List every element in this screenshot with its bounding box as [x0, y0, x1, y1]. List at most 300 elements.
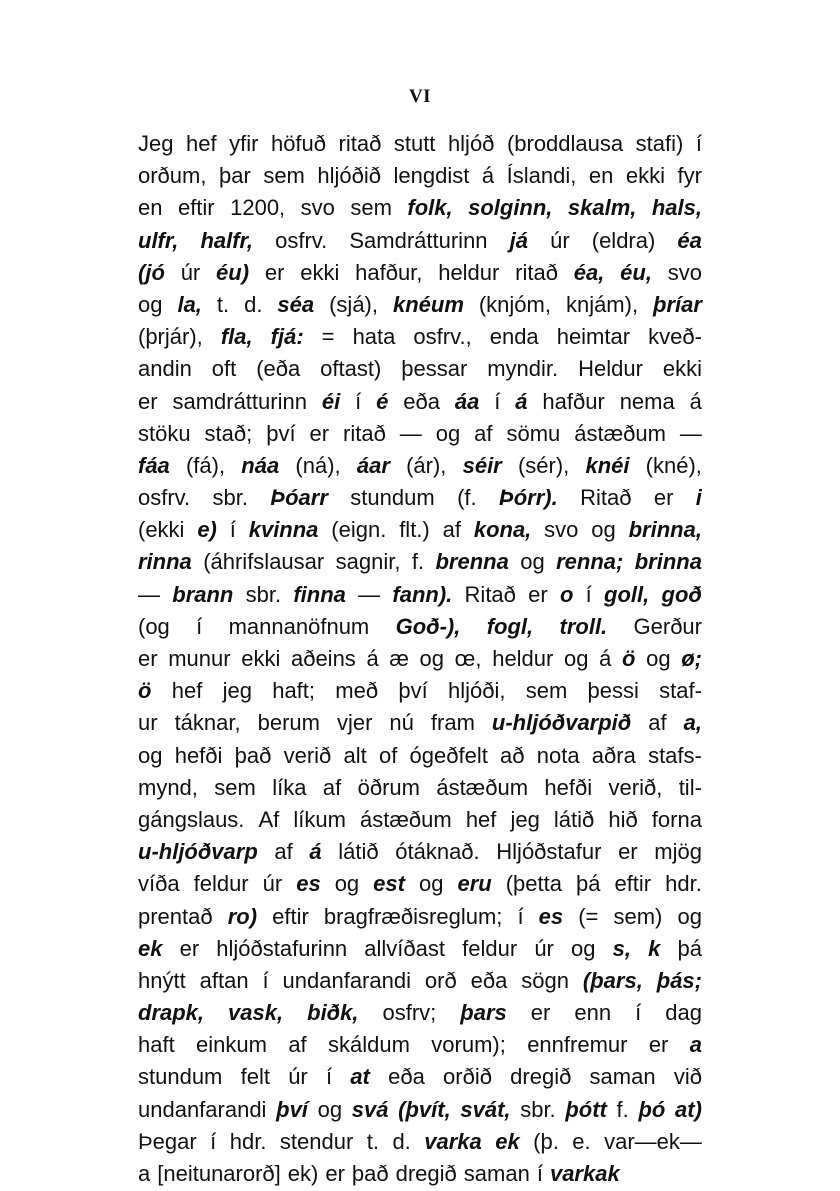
word: ritað — [343, 420, 386, 446]
text-line — [138, 804, 702, 836]
word: es — [538, 903, 564, 929]
text-line — [138, 225, 702, 257]
word: t. — [366, 1128, 379, 1154]
word: sömu — [506, 420, 561, 446]
word: prentað — [138, 903, 213, 929]
word: a, — [683, 710, 702, 736]
word: og — [591, 517, 616, 543]
text-line — [138, 257, 702, 289]
word: er — [618, 839, 638, 865]
word: mynd, — [138, 774, 198, 800]
word: stað; — [204, 420, 253, 446]
word: u-hljóðvarp — [138, 839, 258, 865]
word: jeg — [222, 678, 252, 704]
word: er — [138, 388, 158, 414]
word: ro) — [227, 903, 258, 929]
word: svát, — [460, 1096, 511, 1122]
word: er — [179, 935, 200, 961]
word: halfr, — [200, 227, 254, 253]
word: í — [635, 1000, 642, 1026]
word: staf- — [659, 678, 702, 704]
word: úr — [550, 227, 570, 253]
word: nota — [536, 742, 580, 768]
word: drapk, — [138, 1000, 205, 1026]
word: hefði — [174, 742, 223, 768]
word: d. — [244, 291, 263, 317]
word: þá — [677, 935, 702, 961]
word: af — [474, 420, 493, 446]
word: fram — [430, 710, 475, 736]
word: í — [210, 1128, 217, 1154]
word: kvinna — [248, 517, 319, 543]
word: osfrv. — [138, 485, 191, 511]
word: Heldur — [578, 356, 643, 382]
word: haft — [138, 1032, 175, 1058]
word: í — [325, 1064, 333, 1090]
word: séir — [462, 452, 502, 478]
word: — — [679, 420, 702, 446]
word: k — [648, 935, 661, 961]
word: og — [571, 935, 596, 961]
text-line — [138, 611, 702, 643]
word: af — [322, 774, 342, 800]
word: saman — [463, 1161, 530, 1186]
word: hef — [465, 806, 497, 832]
text-line — [138, 353, 702, 385]
word: yfir — [229, 131, 259, 156]
word: dag — [665, 1000, 702, 1026]
word: Ritað — [580, 485, 632, 511]
word: stafi) — [635, 131, 684, 156]
word: og — [138, 742, 163, 768]
word: oftast) — [320, 356, 382, 382]
word: hnýtt — [138, 967, 186, 993]
word: (= — [578, 903, 599, 929]
word: (eldra) — [591, 227, 656, 253]
word: osfrv. — [275, 227, 328, 253]
word: í — [196, 613, 203, 639]
word: fla, — [220, 324, 253, 350]
text-line — [138, 128, 702, 160]
word: áar — [356, 452, 390, 478]
word: þás; — [656, 967, 702, 993]
word: öðrum — [357, 774, 420, 800]
word: e. — [572, 1128, 591, 1154]
word: Goð-), — [395, 613, 461, 639]
word: orð — [424, 967, 457, 993]
word: og — [419, 646, 445, 671]
word: ótáknað. — [395, 839, 480, 865]
word: hdr. — [665, 871, 702, 897]
word: hef — [186, 131, 217, 156]
text-line — [138, 1061, 702, 1093]
word: fáa — [138, 452, 170, 478]
word: vorum); — [431, 1032, 506, 1058]
text-line — [138, 675, 702, 707]
word: hefði — [544, 774, 593, 800]
word: eftir — [614, 871, 652, 897]
word: Jeg — [138, 131, 174, 156]
word: ennfremur — [527, 1032, 628, 1058]
word: (þrjár), — [138, 324, 203, 350]
word: heldur — [492, 646, 554, 671]
word: est — [373, 871, 405, 897]
word: brann — [172, 581, 234, 607]
word: einkum — [196, 1032, 267, 1058]
word: þó — [638, 1096, 666, 1122]
word: í — [229, 517, 236, 543]
text-line — [138, 1094, 702, 1126]
word: a — [138, 1161, 151, 1186]
word: (ár), — [406, 452, 447, 478]
word: er — [325, 1161, 345, 1186]
text-line — [138, 546, 702, 578]
text-line — [138, 386, 702, 418]
word: (fá), — [185, 452, 226, 478]
word: og — [677, 903, 702, 929]
word: þar — [219, 163, 251, 189]
word: — — [358, 581, 381, 607]
word: líka — [272, 774, 307, 800]
word: í — [494, 388, 501, 414]
word: (sér), — [517, 452, 570, 478]
word: mannanöfnum — [228, 613, 370, 639]
word: ekki — [625, 163, 665, 189]
word: því — [266, 420, 296, 446]
text-line — [138, 482, 702, 514]
word: hdr. — [229, 1128, 267, 1154]
word: ö — [138, 678, 152, 704]
word: höfuð — [270, 131, 327, 156]
word: saman — [589, 1064, 656, 1090]
word: víða — [138, 871, 180, 897]
text-line — [138, 1126, 702, 1158]
word: ek) — [287, 1161, 319, 1186]
word: mjög — [654, 839, 702, 865]
word: feldur — [193, 871, 249, 897]
word: úr — [180, 259, 201, 285]
word: samdrátturinn — [172, 388, 307, 414]
word: er — [309, 420, 330, 446]
word: í — [262, 967, 269, 993]
word: og — [334, 871, 360, 897]
word: œ, — [454, 646, 482, 671]
word: — — [399, 420, 422, 446]
word: undanfarandi — [138, 1096, 267, 1122]
word: í — [517, 903, 524, 929]
word: það — [234, 742, 272, 768]
word: hafður — [542, 388, 605, 414]
word: u-hljóðvarpið — [491, 710, 632, 736]
word: af — [288, 1032, 307, 1058]
text-line — [138, 192, 702, 224]
word: Íslandi, — [506, 163, 577, 189]
word: oft — [211, 356, 237, 382]
word: a — [689, 1032, 702, 1058]
word: þessi — [587, 678, 639, 704]
word: nema — [619, 388, 675, 414]
word: verið — [283, 742, 332, 768]
word: og — [317, 1096, 343, 1122]
word: finna — [293, 581, 346, 607]
word: úr — [534, 935, 554, 961]
word: sbr. — [212, 485, 249, 511]
word: ö — [622, 646, 636, 671]
word: ekki — [241, 646, 281, 671]
word: heldur — [438, 259, 500, 285]
word: líkum — [293, 806, 346, 832]
word: brinna — [634, 549, 702, 575]
word: sögn — [521, 967, 569, 993]
word: ø; — [681, 646, 702, 671]
word: osfrv., — [413, 324, 472, 350]
word: heimtar — [556, 324, 631, 350]
word: dregið — [395, 1161, 457, 1186]
word: þessar — [401, 356, 468, 382]
word: stöku — [138, 420, 191, 446]
word: af — [648, 710, 667, 736]
text-line — [138, 514, 702, 546]
word: allvíðast — [364, 935, 446, 961]
word: svo — [667, 259, 702, 285]
word: en — [138, 195, 163, 221]
word: stundum — [138, 1064, 223, 1090]
word: eða — [470, 967, 508, 993]
word: vask, — [228, 1000, 284, 1026]
word: d. — [392, 1128, 411, 1154]
word: varka — [424, 1128, 482, 1154]
word: flt.) — [399, 517, 430, 543]
word: [neitunarorð] — [157, 1161, 281, 1186]
word: éa, — [573, 259, 605, 285]
word: að — [500, 742, 525, 768]
word: f. — [616, 1096, 629, 1122]
word: sem — [350, 195, 392, 221]
word: á — [481, 163, 495, 189]
word: knéum — [392, 291, 464, 317]
word: sem — [214, 774, 256, 800]
word: sagnir, — [335, 549, 401, 575]
word: þars — [460, 1000, 507, 1026]
word: es — [296, 871, 321, 897]
text-line — [138, 740, 702, 772]
word: af — [442, 517, 461, 543]
word: ritað — [338, 131, 382, 156]
word: (þetta — [505, 871, 562, 897]
word: aðeins — [290, 646, 356, 671]
word: at) — [675, 1096, 702, 1122]
word: sem — [263, 163, 305, 189]
word: goð — [661, 581, 702, 607]
word: (jó — [138, 259, 165, 285]
word: knéi — [585, 452, 630, 478]
text-line — [138, 643, 702, 675]
word: fann). — [392, 581, 453, 607]
text-line — [138, 1029, 702, 1061]
word: og — [646, 646, 671, 671]
word: við — [673, 1064, 702, 1090]
word: og — [520, 549, 545, 575]
word: og — [418, 871, 444, 897]
word: þá — [575, 871, 601, 897]
text-line — [138, 289, 702, 321]
word: hljóð — [447, 131, 495, 156]
word: en — [588, 163, 614, 189]
word: la, — [177, 291, 202, 317]
word: éu) — [216, 259, 250, 285]
word: er — [528, 581, 548, 607]
word: hafður, — [355, 259, 423, 285]
word: gángslaus. — [138, 806, 245, 832]
word: felt — [240, 1064, 270, 1090]
word: þríar — [653, 291, 702, 317]
word: Þóarr — [270, 485, 328, 511]
word: (knjóm, — [478, 291, 551, 317]
word: osfrv; — [382, 1000, 437, 1026]
word: (þvít, — [398, 1096, 451, 1122]
word: er — [530, 1000, 551, 1026]
word: úr — [288, 1064, 308, 1090]
word: — — [138, 581, 160, 607]
word: áa — [454, 388, 480, 414]
word: (eða — [256, 356, 301, 382]
word: er — [648, 1032, 669, 1058]
word: þótt — [565, 1096, 607, 1122]
word: fogl, — [486, 613, 534, 639]
word: hið — [608, 806, 638, 832]
body-text — [138, 128, 702, 1190]
word: (kné), — [645, 452, 702, 478]
word: í — [355, 388, 362, 414]
word: éi — [321, 388, 341, 414]
word: og — [435, 420, 461, 446]
page-number: VI — [408, 86, 432, 107]
word: éa — [677, 227, 702, 253]
word: solginn, — [468, 195, 553, 221]
word: renna; — [556, 549, 624, 575]
text-line — [138, 450, 702, 482]
word: (broddlausa — [506, 131, 624, 156]
word: myndir. — [487, 356, 559, 382]
word: hljóðstafurinn — [216, 935, 348, 961]
word: ógeðfelt — [409, 742, 488, 768]
word: 1200, — [230, 195, 286, 221]
word: í — [585, 581, 592, 607]
word: brenna — [435, 549, 509, 575]
word: stafs- — [648, 742, 702, 768]
word: hals, — [651, 195, 702, 221]
word: haft; — [272, 678, 316, 704]
word: Samdrátturinn — [349, 227, 488, 253]
word: fyr — [677, 163, 702, 189]
word: eru — [457, 871, 492, 897]
word: feldur — [462, 935, 518, 961]
word: ástæðum — [574, 420, 666, 446]
word: á — [366, 646, 379, 671]
word: troll. — [559, 613, 608, 639]
word: ek — [138, 935, 163, 961]
word: dregið — [510, 1064, 572, 1090]
word: og — [564, 646, 589, 671]
word: kveð- — [648, 324, 702, 350]
word: é — [376, 388, 389, 414]
word: sem) — [613, 903, 663, 929]
word: látið — [553, 806, 595, 832]
word: stendur — [279, 1128, 354, 1154]
word: goll, — [604, 581, 650, 607]
word: (f. — [457, 485, 477, 511]
word: var—ek— — [604, 1128, 702, 1154]
text-line — [138, 160, 702, 192]
word: of — [378, 742, 398, 768]
word: at — [350, 1064, 370, 1090]
word: = — [321, 324, 335, 350]
word: knjám), — [565, 291, 639, 317]
word: sbr. — [245, 581, 282, 607]
text-line — [138, 772, 702, 804]
word: eða — [388, 1064, 425, 1090]
word: Þórr). — [499, 485, 558, 511]
word: hata — [352, 324, 396, 350]
word: skalm, — [567, 195, 637, 221]
word: ekki — [300, 259, 340, 285]
word: e) — [197, 517, 217, 543]
word: (áhrifslausar — [203, 549, 325, 575]
word: verið, — [608, 774, 663, 800]
word: eftir — [272, 903, 309, 929]
word: stutt — [393, 131, 436, 156]
word: (og — [138, 613, 170, 639]
word: stundum — [350, 485, 435, 511]
word: Þegar — [138, 1128, 197, 1154]
word: undanfarandi — [282, 967, 411, 993]
word: hljóði, — [447, 678, 506, 704]
word: sem — [525, 678, 568, 704]
word: bragfræðisreglum; — [323, 903, 503, 929]
word: ur — [138, 710, 158, 736]
word: (eign. — [331, 517, 387, 543]
word: s, — [612, 935, 631, 961]
word: fjá: — [270, 324, 304, 350]
word: Hljóðstafur — [496, 839, 602, 865]
word: á — [689, 388, 702, 414]
word: táknar, — [174, 710, 241, 736]
text-line — [138, 997, 702, 1029]
word: varkak — [549, 1161, 620, 1186]
word: á — [599, 646, 612, 671]
word: á — [515, 388, 528, 414]
word: svo — [300, 195, 335, 221]
text-line — [138, 836, 702, 868]
word: munur — [168, 646, 231, 671]
word: lengdist — [393, 163, 470, 189]
word: sbr. — [520, 1096, 556, 1122]
word: svá — [351, 1096, 389, 1122]
word: kona, — [473, 517, 532, 543]
word: enn — [574, 1000, 612, 1026]
text-line — [138, 868, 702, 900]
word: Gerður — [633, 613, 702, 639]
word: skáldum — [328, 1032, 410, 1058]
word: (sjá), — [329, 291, 378, 317]
word: ritað — [515, 259, 558, 285]
text-line — [138, 901, 702, 933]
word: eftir — [177, 195, 215, 221]
word: f. — [411, 549, 425, 575]
word: Af — [258, 806, 280, 832]
word: séa — [277, 291, 315, 317]
word: aftan — [199, 967, 249, 993]
